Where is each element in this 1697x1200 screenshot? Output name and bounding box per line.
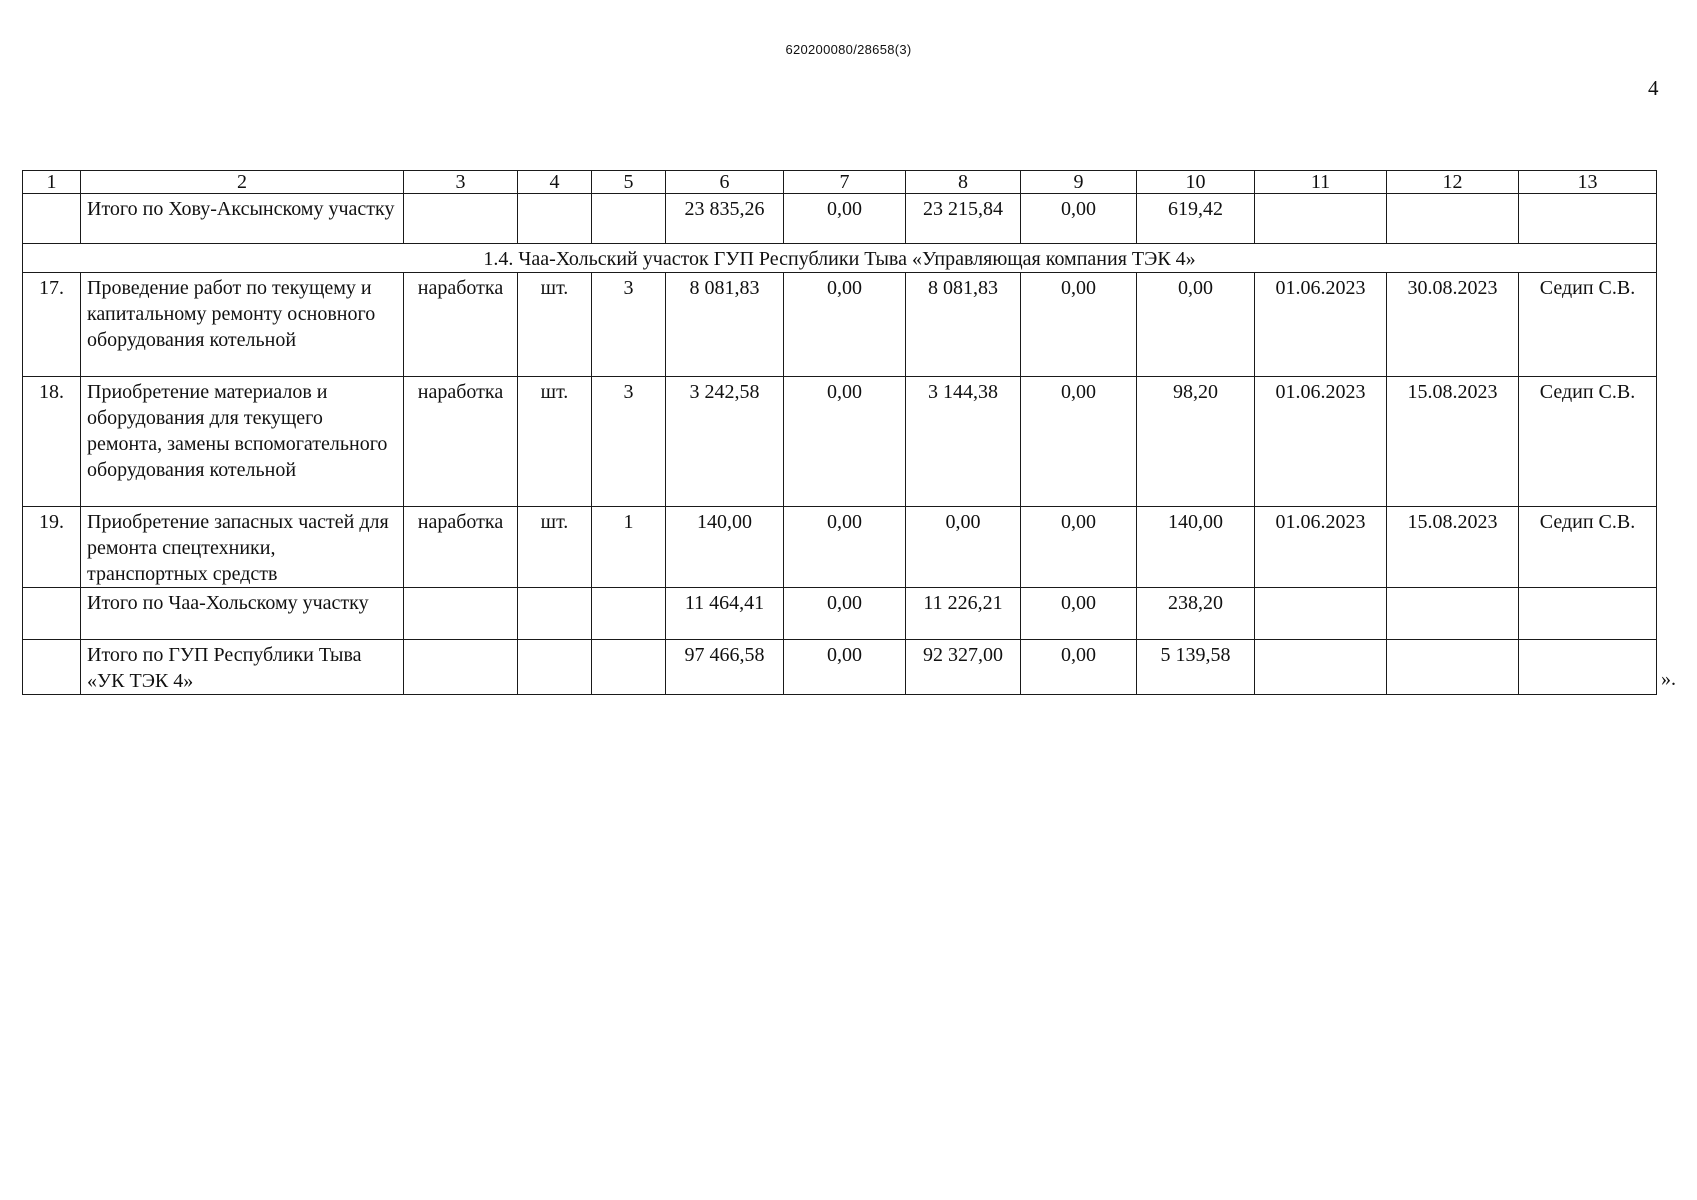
responsible-person: Седип С.В.	[1519, 507, 1657, 588]
row-unit: шт.	[518, 273, 592, 377]
empty-cell	[404, 194, 518, 244]
table-row	[23, 273, 1657, 377]
row-quantity: 1	[592, 507, 666, 588]
value-col-10: 5 139,58	[1137, 640, 1255, 695]
value-col-8: 11 226,21	[906, 588, 1021, 640]
subtotal-row-chaa-khol	[23, 588, 1657, 640]
subtotal-label: Итого по Чаа-Хольскому участку	[81, 588, 404, 640]
value-col-7: 0,00	[784, 640, 906, 695]
empty-cell	[518, 194, 592, 244]
column-number: 10	[1137, 171, 1255, 194]
value-col-8: 23 215,84	[906, 194, 1021, 244]
row-basis: наработка	[404, 377, 518, 507]
row-name: Приобретение запасных частей для ремонта спецтехники, транспортных средств	[81, 507, 404, 588]
row-number-cell	[23, 640, 81, 695]
plan-table	[22, 170, 1657, 695]
empty-cell	[1255, 640, 1387, 695]
empty-cell	[518, 588, 592, 640]
column-number: 1	[23, 171, 81, 194]
empty-cell	[1387, 640, 1519, 695]
row-number: 18.	[23, 377, 81, 507]
value-col-7: 0,00	[784, 377, 906, 507]
document-id: 620200080/28658(3)	[785, 42, 912, 57]
empty-cell	[518, 640, 592, 695]
column-number: 12	[1387, 171, 1519, 194]
value-col-10: 0,00	[1137, 273, 1255, 377]
row-basis: наработка	[404, 273, 518, 377]
value-col-7: 0,00	[784, 588, 906, 640]
subtotal-row-khovu-aksy	[23, 194, 1657, 244]
value-col-10: 619,42	[1137, 194, 1255, 244]
column-number: 9	[1021, 171, 1137, 194]
empty-cell	[1387, 588, 1519, 640]
total-row	[23, 640, 1657, 695]
start-date: 01.06.2023	[1255, 377, 1387, 507]
value-col-8: 0,00	[906, 507, 1021, 588]
total-label: Итого по ГУП Республики Тыва «УК ТЭК 4»	[81, 640, 404, 695]
value-col-9: 0,00	[1021, 194, 1137, 244]
value-col-7: 0,00	[784, 507, 906, 588]
column-number: 11	[1255, 171, 1387, 194]
row-number: 19.	[23, 507, 81, 588]
section-title: 1.4. Чаа-Хольский участок ГУП Республики Тыва «Управляющая компания ТЭК 4»	[23, 244, 1657, 273]
value-col-8: 92 327,00	[906, 640, 1021, 695]
column-number-row	[23, 171, 1657, 194]
page-number: 4	[1648, 76, 1659, 100]
row-quantity: 3	[592, 377, 666, 507]
value-col-9: 0,00	[1021, 640, 1137, 695]
empty-cell	[404, 640, 518, 695]
closing-quote-mark: ».	[1661, 668, 1676, 690]
column-number: 5	[592, 171, 666, 194]
row-number-cell	[23, 194, 81, 244]
empty-cell	[404, 588, 518, 640]
value-col-6: 3 242,58	[666, 377, 784, 507]
responsible-person: Седип С.В.	[1519, 377, 1657, 507]
value-col-9: 0,00	[1021, 507, 1137, 588]
empty-cell	[1387, 194, 1519, 244]
row-quantity: 3	[592, 273, 666, 377]
value-col-6: 140,00	[666, 507, 784, 588]
value-col-6: 11 464,41	[666, 588, 784, 640]
value-col-10: 98,20	[1137, 377, 1255, 507]
start-date: 01.06.2023	[1255, 507, 1387, 588]
value-col-6: 23 835,26	[666, 194, 784, 244]
value-col-7: 0,00	[784, 273, 906, 377]
empty-cell	[1519, 640, 1657, 695]
value-col-10: 238,20	[1137, 588, 1255, 640]
start-date: 01.06.2023	[1255, 273, 1387, 377]
value-col-9: 0,00	[1021, 377, 1137, 507]
value-col-7: 0,00	[784, 194, 906, 244]
end-date: 15.08.2023	[1387, 377, 1519, 507]
row-name: Проведение работ по текущему и капитальному ремонту основного оборудования котельной	[81, 273, 404, 377]
row-name: Приобретение материалов и оборудования для текущего ремонта, замены вспомогательного оборудования котельной	[81, 377, 404, 507]
responsible-person: Седип С.В.	[1519, 273, 1657, 377]
empty-cell	[1255, 194, 1387, 244]
row-unit: шт.	[518, 377, 592, 507]
column-number: 8	[906, 171, 1021, 194]
empty-cell	[1255, 588, 1387, 640]
end-date: 15.08.2023	[1387, 507, 1519, 588]
value-col-9: 0,00	[1021, 273, 1137, 377]
value-col-6: 97 466,58	[666, 640, 784, 695]
table-row	[23, 377, 1657, 507]
subtotal-label: Итого по Хову-Аксынскому участку	[81, 194, 404, 244]
value-col-10: 140,00	[1137, 507, 1255, 588]
row-number: 17.	[23, 273, 81, 377]
column-number: 4	[518, 171, 592, 194]
table-row	[23, 507, 1657, 588]
value-col-9: 0,00	[1021, 588, 1137, 640]
row-basis: наработка	[404, 507, 518, 588]
section-header-row	[23, 244, 1657, 273]
end-date: 30.08.2023	[1387, 273, 1519, 377]
value-col-8: 8 081,83	[906, 273, 1021, 377]
value-col-6: 8 081,83	[666, 273, 784, 377]
column-number: 3	[404, 171, 518, 194]
empty-cell	[592, 588, 666, 640]
value-col-8: 3 144,38	[906, 377, 1021, 507]
column-number: 6	[666, 171, 784, 194]
empty-cell	[592, 194, 666, 244]
column-number: 2	[81, 171, 404, 194]
row-number-cell	[23, 588, 81, 640]
row-unit: шт.	[518, 507, 592, 588]
column-number: 13	[1519, 171, 1657, 194]
column-number: 7	[784, 171, 906, 194]
empty-cell	[1519, 194, 1657, 244]
empty-cell	[592, 640, 666, 695]
empty-cell	[1519, 588, 1657, 640]
